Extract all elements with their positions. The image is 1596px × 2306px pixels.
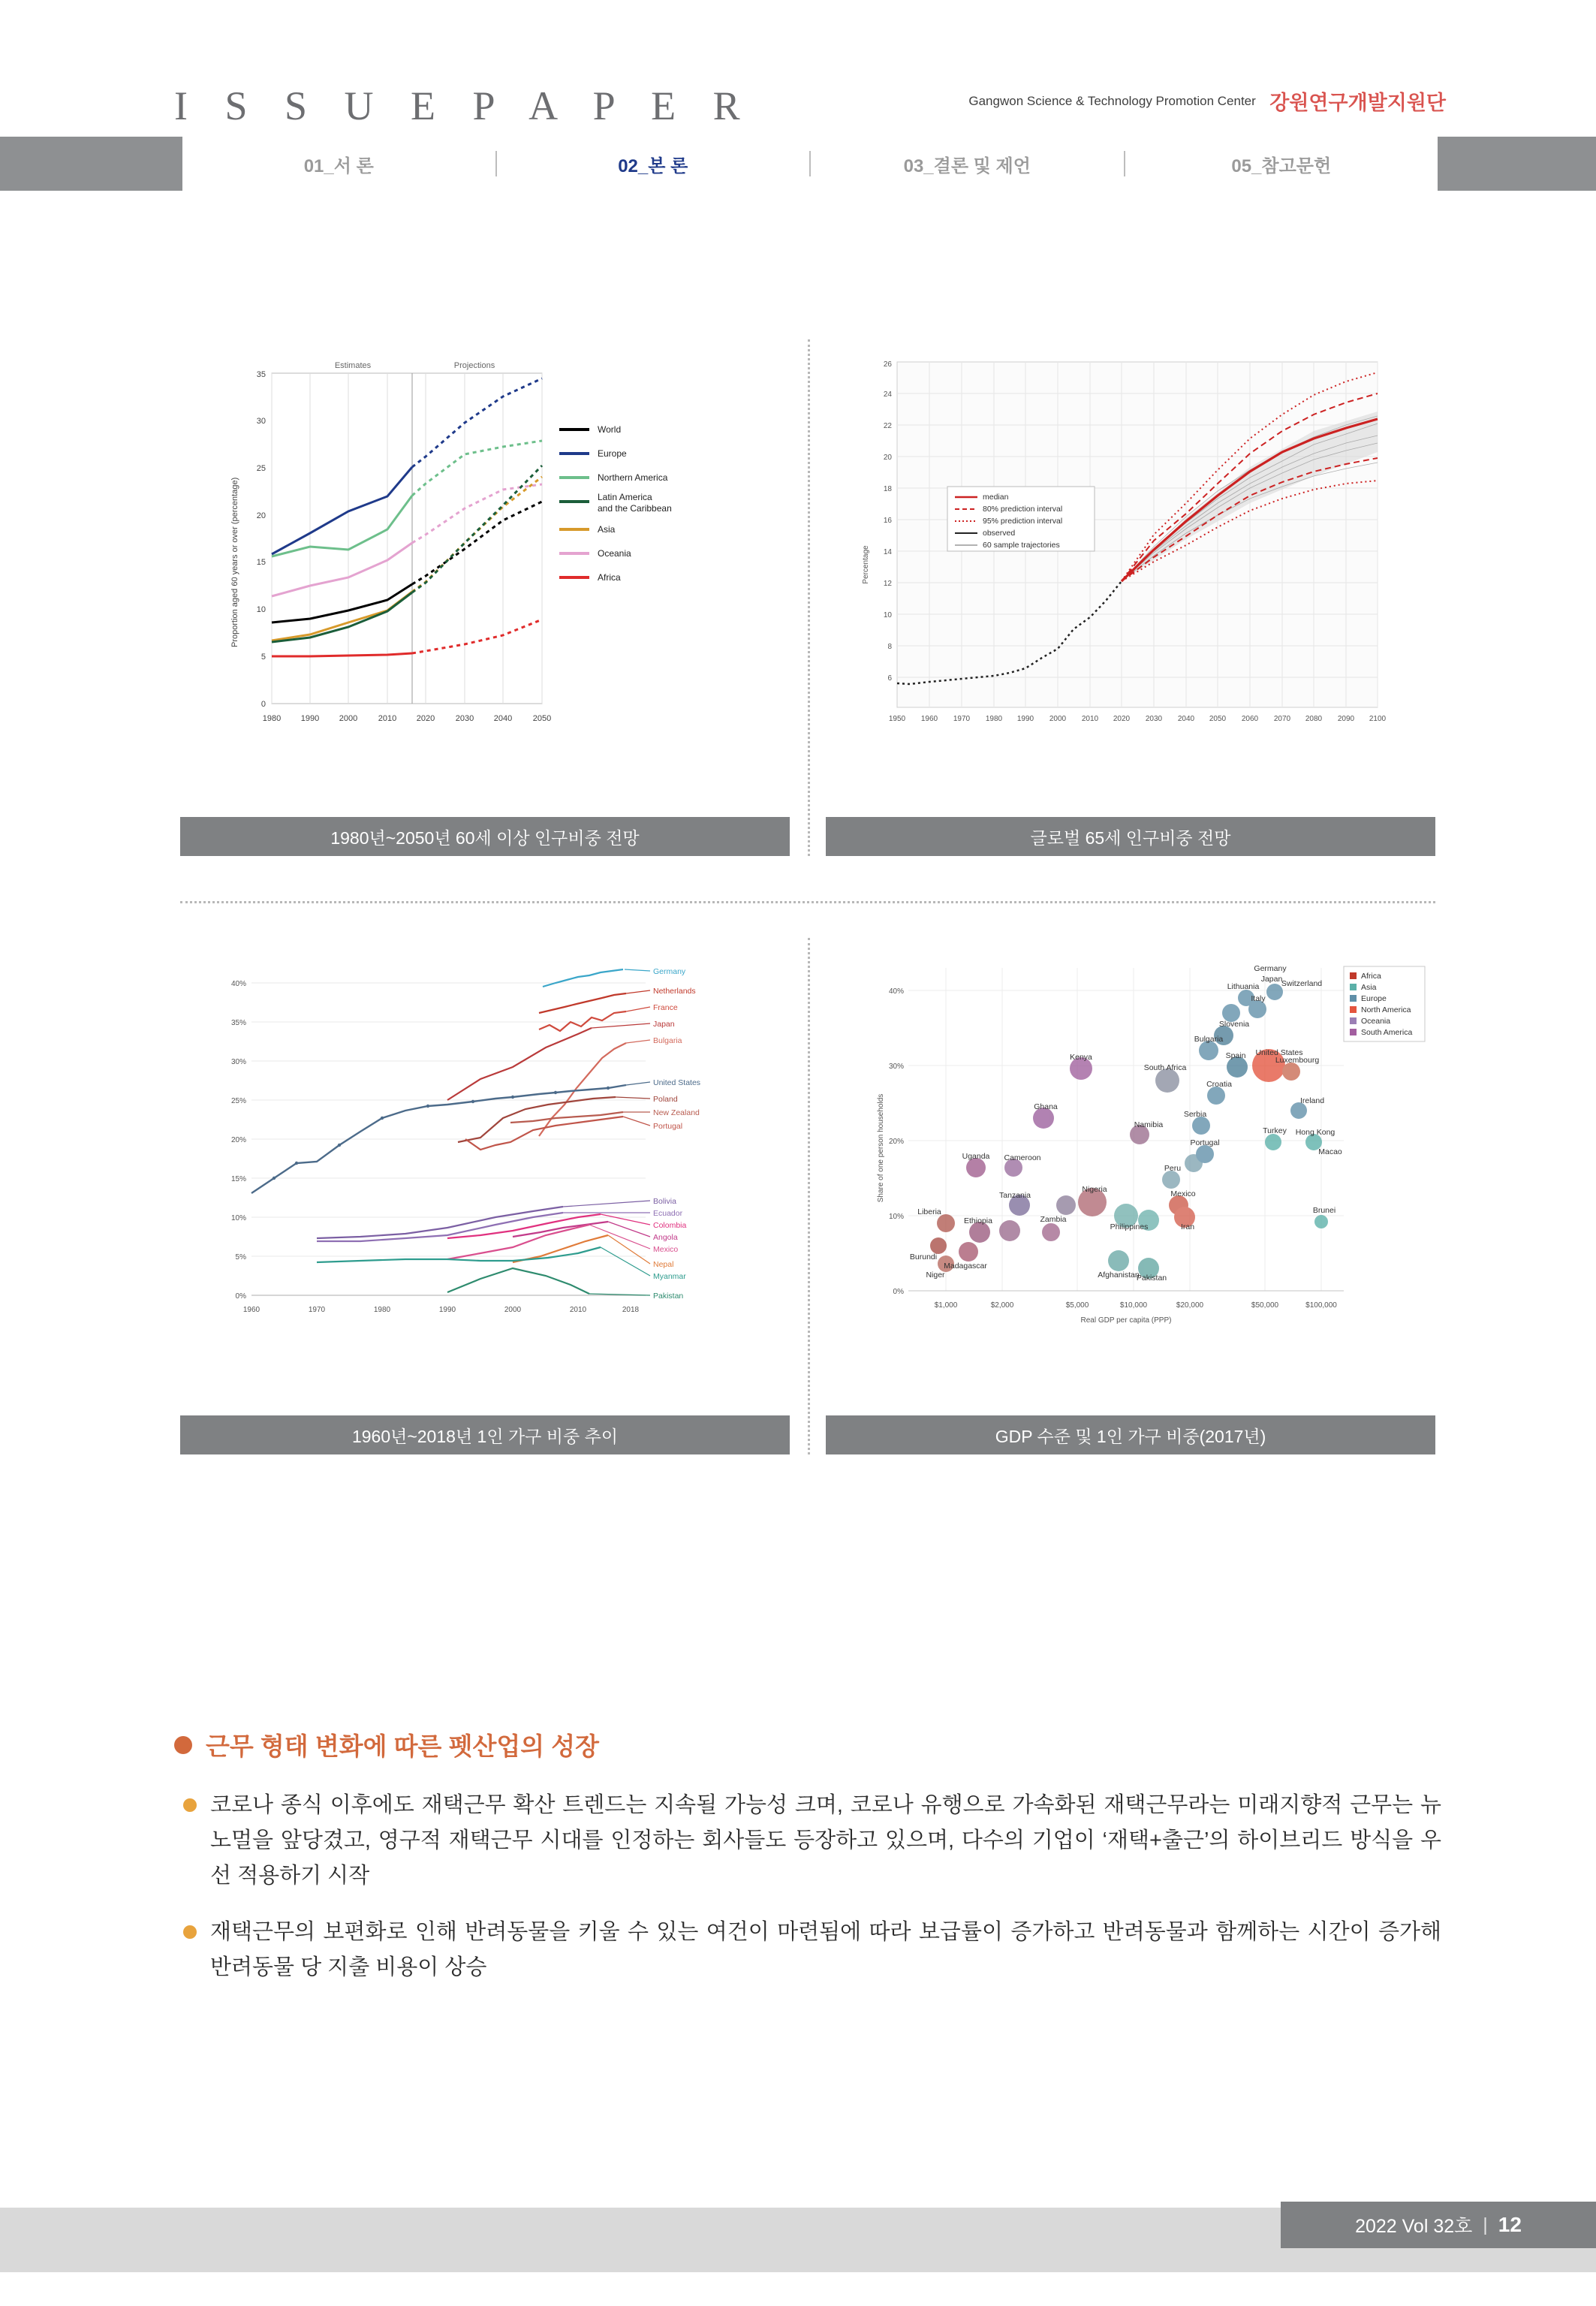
- svg-text:Ethiopia: Ethiopia: [964, 1216, 992, 1225]
- svg-text:New Zealand: New Zealand: [653, 1108, 700, 1117]
- body-paragraph: [174, 1915, 1450, 1985]
- svg-text:Macao: Macao: [1318, 1147, 1342, 1156]
- section-heading: [174, 1727, 1450, 1762]
- paragraph-text: 재택근무의 보편화로 인해 반려동물을 키울 수 있는 여건이 마련됨에 따라 보급률이 증가하고 반려동물과 함께하는 시간이 증가해 반려동물 당 지출 비용이 상승: [210, 1919, 1441, 1979]
- brand-korean-name: 강원연구개발지원단: [1269, 92, 1446, 114]
- svg-text:Turkey: Turkey: [1263, 1126, 1287, 1135]
- svg-text:10: 10: [883, 611, 892, 619]
- figure-cell-gdp-vs-one-person: [826, 938, 1435, 1454]
- svg-text:Africa: Africa: [598, 572, 621, 583]
- svg-text:median: median: [983, 493, 1009, 502]
- svg-text:2000: 2000: [339, 714, 358, 723]
- svg-text:Tanzania: Tanzania: [998, 1191, 1031, 1200]
- svg-text:16: 16: [883, 517, 892, 525]
- paragraph-bullet-icon: [183, 1798, 197, 1812]
- svg-text:Angola: Angola: [653, 1233, 678, 1242]
- svg-text:2020: 2020: [1113, 715, 1131, 723]
- svg-text:Peru: Peru: [1164, 1164, 1182, 1173]
- svg-text:5: 5: [260, 653, 266, 662]
- svg-text:35: 35: [256, 370, 266, 379]
- column-divider: [808, 339, 810, 856]
- svg-text:Iran: Iran: [1180, 1222, 1195, 1231]
- svg-text:24: 24: [883, 390, 892, 399]
- svg-text:15: 15: [256, 558, 266, 567]
- svg-text:Latin America: Latin America: [598, 492, 652, 502]
- svg-text:2010: 2010: [378, 714, 397, 723]
- svg-text:18: 18: [883, 485, 892, 493]
- page-header: [0, 0, 1596, 203]
- svg-text:0%: 0%: [893, 1288, 904, 1296]
- figure-cell-global-65plus: [826, 339, 1435, 856]
- chart-gdp-vs-one-person-svg: [826, 938, 1435, 1411]
- paragraph-bullet-icon: [183, 1925, 197, 1939]
- svg-text:1970: 1970: [953, 715, 971, 723]
- svg-text:Estimates: Estimates: [334, 361, 372, 370]
- nav-item-05[interactable]: 05_참고문헌: [1231, 155, 1332, 176]
- svg-text:$1,000: $1,000: [934, 1301, 958, 1310]
- svg-text:1960: 1960: [242, 1306, 260, 1314]
- figure-cell-aging-60plus: [180, 339, 790, 856]
- chart-one-person-households: [180, 938, 790, 1411]
- svg-text:Slovenia: Slovenia: [1218, 1020, 1250, 1029]
- chart-legend: [1344, 966, 1425, 1041]
- body-content: [174, 1727, 1450, 2006]
- svg-text:1970: 1970: [308, 1306, 326, 1314]
- svg-text:Serbia: Serbia: [1183, 1110, 1207, 1119]
- svg-text:Japan: Japan: [653, 1020, 675, 1029]
- svg-text:Share of one person households: Share of one person households: [877, 1093, 885, 1203]
- svg-text:$20,000: $20,000: [1176, 1301, 1204, 1310]
- svg-text:South America: South America: [1361, 1028, 1413, 1037]
- svg-text:United States: United States: [1255, 1048, 1303, 1057]
- svg-text:Pakistan: Pakistan: [653, 1292, 684, 1301]
- svg-text:Oceania: Oceania: [1361, 1017, 1391, 1026]
- svg-text:20: 20: [883, 454, 892, 462]
- svg-text:2080: 2080: [1305, 715, 1323, 723]
- svg-text:United States: United States: [653, 1078, 701, 1087]
- svg-text:France: France: [653, 1003, 678, 1012]
- figure-caption-global-65plus: 글로벌 65세 인구비중 전망: [826, 817, 1435, 856]
- svg-text:Africa: Africa: [1361, 972, 1381, 981]
- chart-global-65plus-svg: [826, 339, 1435, 812]
- svg-text:10%: 10%: [230, 1214, 246, 1222]
- svg-text:10%: 10%: [888, 1213, 904, 1221]
- figure-caption-aging-60plus: 1980년~2050년 60세 이상 인구비중 전망: [180, 817, 790, 856]
- svg-text:20%: 20%: [888, 1138, 904, 1146]
- svg-text:2040: 2040: [1177, 715, 1195, 723]
- svg-text:35%: 35%: [230, 1019, 246, 1027]
- svg-text:5%: 5%: [235, 1253, 246, 1262]
- svg-text:2030: 2030: [455, 714, 474, 723]
- svg-text:1980: 1980: [373, 1306, 391, 1314]
- footer-volume: 2022 Vol 32호: [1355, 2216, 1473, 2237]
- svg-text:Switzerland: Switzerland: [1281, 979, 1323, 988]
- svg-text:1990: 1990: [1016, 715, 1034, 723]
- svg-text:10: 10: [256, 605, 266, 614]
- svg-text:95% prediction interval: 95% prediction interval: [983, 517, 1063, 526]
- svg-text:Mexico: Mexico: [1170, 1189, 1196, 1198]
- svg-text:Percentage: Percentage: [862, 545, 870, 584]
- svg-text:Germany: Germany: [653, 967, 686, 976]
- chart-global-65plus: [826, 339, 1435, 812]
- svg-text:Namibia: Namibia: [1134, 1120, 1164, 1129]
- figure-cell-one-person-households: [180, 938, 790, 1454]
- svg-text:2000: 2000: [504, 1306, 522, 1314]
- svg-text:Liberia: Liberia: [917, 1207, 941, 1216]
- chart-one-person-households-svg: [180, 938, 790, 1411]
- svg-text:1960: 1960: [920, 715, 938, 723]
- svg-text:World: World: [598, 424, 622, 435]
- paragraph-text: 코로나 종식 이후에도 재택근무 확산 트렌드는 지속될 가능성 크며, 코로나 유행으로 가속화된 재택근무라는 미래지향적 근무는 뉴노멀을 앞당겼고, 영구적 재택근무 시대를 인정하는 회사들도 등장하고 있으며, 다수의 기업이 ‘재택+출근’의 하이브리드 방식을 우선 적용하기 시작: [210, 1793, 1441, 1888]
- svg-text:Nigeria: Nigeria: [1082, 1185, 1107, 1194]
- svg-text:Lithuania: Lithuania: [1227, 982, 1260, 991]
- svg-text:Bolivia: Bolivia: [653, 1197, 676, 1206]
- footer-bar: [1281, 2202, 1596, 2248]
- svg-text:Northern America: Northern America: [598, 472, 668, 483]
- svg-text:Proportion aged 60 years or ov: Proportion aged 60 years or over (percentage): [230, 477, 239, 647]
- svg-text:1990: 1990: [438, 1306, 456, 1314]
- svg-text:12: 12: [883, 580, 892, 588]
- svg-text:Afghanistan: Afghanistan: [1098, 1271, 1140, 1280]
- svg-text:Uganda: Uganda: [962, 1152, 990, 1161]
- svg-text:Colombia: Colombia: [653, 1221, 687, 1230]
- svg-text:Ecuador: Ecuador: [653, 1209, 683, 1218]
- figure-row-divider: [180, 901, 1435, 903]
- svg-text:Europe: Europe: [1361, 994, 1387, 1003]
- svg-text:40%: 40%: [230, 980, 246, 988]
- svg-text:$2,000: $2,000: [990, 1301, 1014, 1310]
- svg-text:6: 6: [887, 674, 892, 683]
- svg-text:0%: 0%: [235, 1292, 246, 1301]
- svg-text:Luxembourg: Luxembourg: [1275, 1056, 1320, 1065]
- svg-text:2090: 2090: [1337, 715, 1355, 723]
- svg-text:North America: North America: [1361, 1005, 1411, 1014]
- footer-page-number: 12: [1498, 2213, 1522, 2236]
- svg-text:2010: 2010: [569, 1306, 587, 1314]
- svg-text:Asia: Asia: [598, 524, 616, 535]
- svg-text:22: 22: [883, 422, 892, 430]
- svg-text:Netherlands: Netherlands: [653, 987, 696, 996]
- svg-text:14: 14: [883, 548, 892, 556]
- svg-text:25%: 25%: [230, 1097, 246, 1105]
- chart-legend: [947, 487, 1095, 551]
- svg-text:15%: 15%: [230, 1175, 246, 1183]
- svg-text:60 sample trajectories: 60 sample trajectories: [983, 541, 1060, 550]
- brand-english-name: Gangwon Science & Technology Promotion Center: [968, 93, 1256, 108]
- svg-text:8: 8: [887, 643, 892, 651]
- svg-text:Europe: Europe: [598, 448, 627, 459]
- svg-text:Bulgaria: Bulgaria: [1194, 1035, 1224, 1044]
- svg-text:Hong Kong: Hong Kong: [1295, 1128, 1336, 1137]
- svg-text:2050: 2050: [1209, 715, 1227, 723]
- svg-text:Zambia: Zambia: [1040, 1215, 1067, 1224]
- svg-text:observed: observed: [983, 529, 1016, 538]
- page-title: I S S U E P A P E R: [174, 83, 754, 128]
- svg-text:2060: 2060: [1241, 715, 1259, 723]
- section-bullet-icon: [174, 1736, 192, 1754]
- svg-text:Brunei: Brunei: [1312, 1206, 1336, 1215]
- svg-text:Poland: Poland: [653, 1095, 678, 1104]
- svg-text:Madagascar: Madagascar: [944, 1262, 987, 1271]
- svg-text:1980: 1980: [985, 715, 1003, 723]
- svg-text:80% prediction interval: 80% prediction interval: [983, 505, 1063, 514]
- svg-text:Mexico: Mexico: [653, 1245, 679, 1254]
- nav-item-02[interactable]: 02_본 론: [618, 155, 688, 176]
- column-divider: [808, 938, 810, 1454]
- figure-grid: [180, 339, 1435, 1454]
- svg-text:2070: 2070: [1273, 715, 1291, 723]
- figure-caption-one-person-households: 1960년~2018년 1인 가구 비중 추이: [180, 1415, 790, 1454]
- svg-text:$5,000: $5,000: [1065, 1301, 1089, 1310]
- chart-aging-60plus-svg: [180, 339, 790, 812]
- svg-text:2010: 2010: [1081, 715, 1099, 723]
- svg-text:$10,000: $10,000: [1119, 1301, 1148, 1310]
- chart-aging-60plus: [180, 339, 790, 812]
- figure-row-2: [180, 938, 1435, 1454]
- svg-text:20%: 20%: [230, 1136, 246, 1144]
- svg-text:1950: 1950: [888, 715, 906, 723]
- svg-text:Germany: Germany: [1254, 964, 1287, 973]
- svg-text:2000: 2000: [1049, 715, 1067, 723]
- svg-text:2030: 2030: [1145, 715, 1163, 723]
- section-nav: [182, 137, 1438, 191]
- svg-text:$100,000: $100,000: [1305, 1301, 1337, 1310]
- svg-text:$50,000: $50,000: [1251, 1301, 1279, 1310]
- svg-text:30: 30: [256, 417, 266, 426]
- svg-text:0: 0: [260, 700, 266, 709]
- svg-text:Oceania: Oceania: [598, 548, 631, 559]
- svg-text:Asia: Asia: [1361, 983, 1377, 992]
- svg-text:25: 25: [256, 464, 266, 473]
- svg-text:South Africa: South Africa: [1143, 1063, 1187, 1072]
- svg-text:Portugal: Portugal: [1190, 1138, 1220, 1147]
- svg-text:2040: 2040: [493, 714, 513, 723]
- figure-row-1: [180, 339, 1435, 856]
- svg-text:Portugal: Portugal: [653, 1122, 683, 1131]
- svg-text:Nepal: Nepal: [653, 1260, 674, 1269]
- footer-separator: |: [1483, 2214, 1488, 2235]
- svg-text:30%: 30%: [888, 1063, 904, 1071]
- svg-text:Kenya: Kenya: [1070, 1053, 1092, 1062]
- svg-text:40%: 40%: [888, 987, 904, 996]
- svg-text:Niger: Niger: [926, 1271, 945, 1280]
- svg-text:Real GDP per capita (PPP): Real GDP per capita (PPP): [1080, 1316, 1172, 1325]
- nav-item-03[interactable]: 03_결론 및 제언: [903, 155, 1031, 176]
- svg-text:1990: 1990: [300, 714, 320, 723]
- svg-text:Italy: Italy: [1251, 994, 1266, 1003]
- svg-text:2050: 2050: [532, 714, 552, 723]
- svg-text:Japan: Japan: [1260, 975, 1283, 984]
- svg-text:20: 20: [256, 511, 266, 520]
- body-paragraph: [174, 1788, 1450, 1894]
- section-title: 근무 형태 변화에 따른 펫산업의 성장: [206, 1732, 600, 1760]
- svg-text:Croatia: Croatia: [1206, 1080, 1232, 1089]
- svg-text:Myanmar: Myanmar: [653, 1272, 686, 1281]
- svg-text:and the Caribbean: and the Caribbean: [598, 503, 672, 514]
- svg-text:Cameroon: Cameroon: [1004, 1153, 1041, 1162]
- svg-text:30%: 30%: [230, 1058, 246, 1066]
- svg-text:Spain: Spain: [1225, 1051, 1246, 1060]
- svg-text:2020: 2020: [416, 714, 435, 723]
- brand-block: [968, 86, 1446, 116]
- figure-caption-gdp-vs-one-person: GDP 수준 및 1인 가구 비중(2017년): [826, 1415, 1435, 1454]
- svg-text:Ireland: Ireland: [1299, 1096, 1325, 1105]
- svg-text:1980: 1980: [262, 714, 282, 723]
- svg-text:Ghana: Ghana: [1034, 1102, 1058, 1111]
- svg-text:2018: 2018: [622, 1306, 640, 1314]
- chart-gdp-vs-one-person: [826, 938, 1435, 1411]
- svg-text:26: 26: [883, 360, 892, 369]
- svg-text:2100: 2100: [1369, 715, 1387, 723]
- svg-text:Pakistan: Pakistan: [1136, 1274, 1167, 1283]
- nav-item-01[interactable]: 01_서 론: [303, 155, 374, 176]
- svg-text:Projections: Projections: [453, 361, 495, 370]
- svg-text:Bulgaria: Bulgaria: [653, 1036, 682, 1045]
- svg-text:Burundi: Burundi: [909, 1252, 938, 1262]
- svg-text:Philippines: Philippines: [1110, 1222, 1149, 1231]
